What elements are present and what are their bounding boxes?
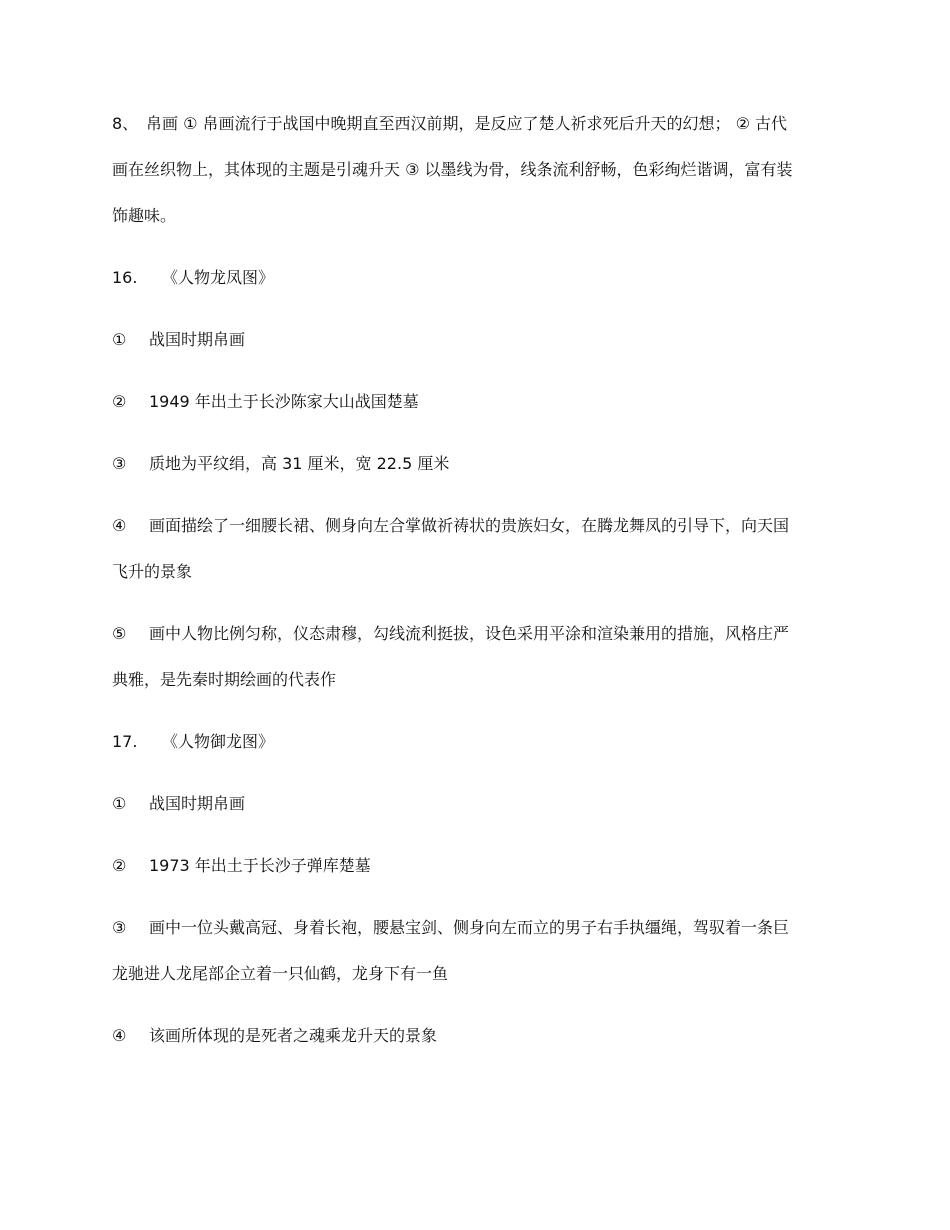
section-16-item-5-continuation bbox=[112, 670, 336, 690]
section-17-item-4-mark: ④ bbox=[112, 1026, 127, 1045]
section-17-item-3-continuation bbox=[112, 964, 448, 984]
section-16-number: 16. bbox=[112, 268, 138, 287]
section-16-item-1-text: 战国时期帛画 bbox=[149, 330, 246, 349]
section-8-text-2: 画在丝织物上，其体现的主题是引魂升天 ③ 以墨线为骨，线条流利舒畅，色彩绚烂谐调，富有装 bbox=[112, 160, 793, 179]
section-17-item-1-mark: ① bbox=[112, 794, 127, 813]
section-17-item-3-mark: ③ bbox=[112, 918, 127, 937]
section-17-title: 《人物御龙图》 bbox=[162, 732, 275, 751]
section-8-line-2 bbox=[112, 160, 793, 180]
section-16-item-3 bbox=[112, 454, 449, 474]
section-17-item-2-mark: ② bbox=[112, 856, 127, 875]
section-17-item-3-text-2: 龙驰进人龙尾部企立着一只仙鹤，龙身下有一鱼 bbox=[112, 964, 449, 983]
section-17-heading bbox=[112, 732, 274, 752]
section-16-item-4 bbox=[112, 516, 789, 536]
section-16-title: 《人物龙凤图》 bbox=[162, 268, 275, 287]
section-8-text-3: 饰趣味。 bbox=[112, 206, 177, 225]
section-16-item-5-text-1: 画中人物比例匀称，仪态肃穆，勾线流利挺拔，设色采用平涂和渲染兼用的措施，风格庄严 bbox=[149, 624, 790, 643]
section-17-item-4-text: 该画所体现的是死者之魂乘龙升天的景象 bbox=[149, 1026, 438, 1045]
section-16-item-4-mark: ④ bbox=[112, 516, 127, 535]
section-16-heading bbox=[112, 268, 274, 288]
section-16-item-3-text: 质地为平纹绢，高 31 厘米，宽 22.5 厘米 bbox=[149, 454, 450, 473]
section-17-item-2-text: 1973 年出土于长沙子弹库楚墓 bbox=[149, 856, 371, 875]
section-16-item-5-text-2: 典雅，是先秦时期绘画的代表作 bbox=[112, 670, 337, 689]
section-16-item-5 bbox=[112, 624, 789, 644]
section-16-item-4-continuation bbox=[112, 562, 192, 582]
section-17-item-3-text-1: 画中一位头戴高冠、身着长袍，腰悬宝剑、侧身向左而立的男子右手执缰绳，驾驭着一条巨 bbox=[149, 918, 790, 937]
section-17-item-3 bbox=[112, 918, 789, 938]
section-17-number: 17. bbox=[112, 732, 138, 751]
section-16-item-1-mark: ① bbox=[112, 330, 127, 349]
section-17-item-4 bbox=[112, 1026, 437, 1046]
section-16-item-2-text: 1949 年出土于长沙陈家大山战国楚墓 bbox=[149, 392, 419, 411]
section-16-item-2-mark: ② bbox=[112, 392, 127, 411]
section-16-item-5-mark: ⑤ bbox=[112, 624, 127, 643]
section-17-item-2 bbox=[112, 856, 371, 876]
section-8-number: 8、 bbox=[112, 114, 139, 133]
section-8-line-3 bbox=[112, 206, 176, 226]
section-16-item-4-text-1: 画面描绘了一细腰长裙、侧身向左合掌做祈祷状的贵族妇女，在腾龙舞凤的引导下，向天国 bbox=[149, 516, 790, 535]
section-16-item-3-mark: ③ bbox=[112, 454, 127, 473]
section-17-item-1 bbox=[112, 794, 245, 814]
section-17-item-1-text: 战国时期帛画 bbox=[149, 794, 246, 813]
section-8-line-1 bbox=[112, 114, 787, 134]
section-16-item-1 bbox=[112, 330, 245, 350]
section-16-item-4-text-2: 飞升的景象 bbox=[112, 562, 193, 581]
section-8-text-1: 帛画 ① 帛画流行于战国中晚期直至西汉前期，是反应了楚人祈求死后升天的幻想； ② 古代 bbox=[146, 114, 788, 133]
section-16-item-2 bbox=[112, 392, 419, 412]
